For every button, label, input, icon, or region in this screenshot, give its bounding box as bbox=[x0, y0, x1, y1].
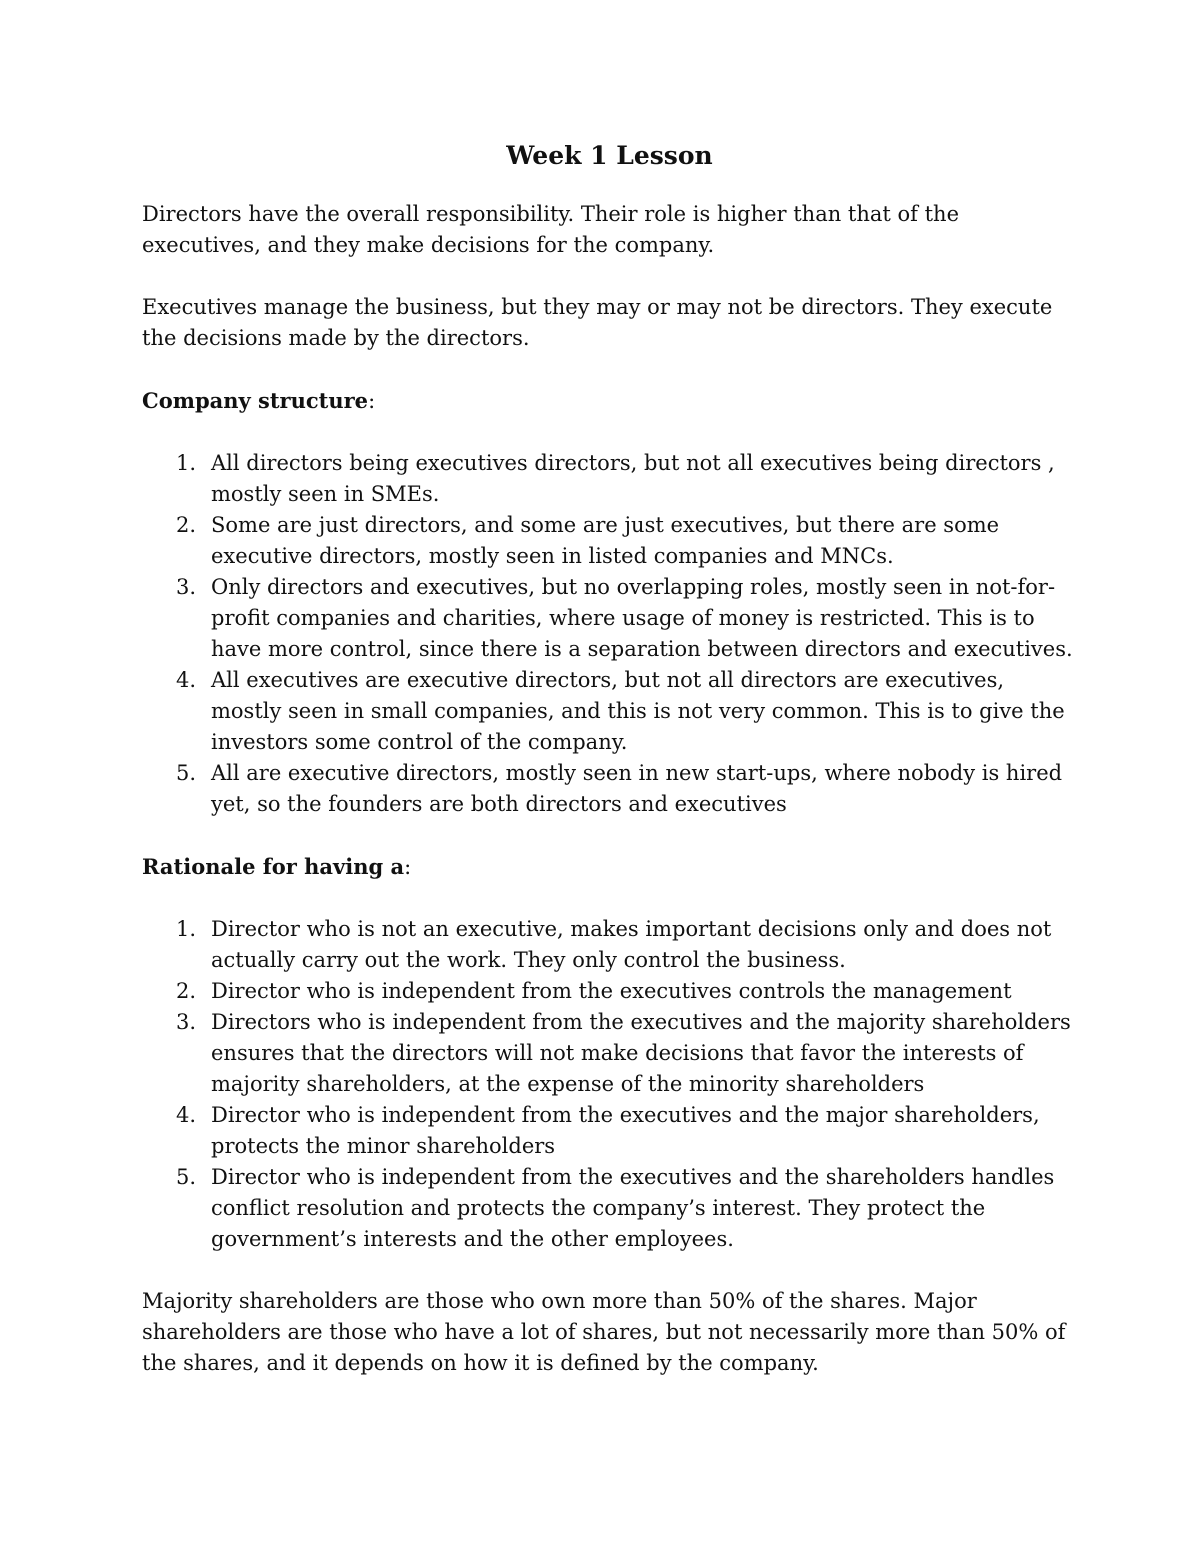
list-item bbox=[142, 1007, 1077, 1100]
list-item-number: 3. bbox=[176, 575, 197, 599]
rationale-heading-colon: : bbox=[404, 855, 412, 879]
list-item bbox=[142, 758, 1077, 820]
list-item-text: Some are just directors, and some are just executives, but there are some executive directors, mostly seen in listed companies and MNCs. bbox=[211, 513, 1000, 568]
document-body bbox=[142, 138, 1077, 1410]
list-item-text: Director who is not an executive, makes important decisions only and does not actually carry out the work. They only control the business. bbox=[211, 917, 1052, 972]
closing-paragraph: Majority shareholders are those who own more than 50% of the shares. Major shareholders are those who have a lot of shares, but not necessarily more than 50% of the shares, and it depends on how it is defined by the company. bbox=[142, 1289, 1066, 1375]
list-item-number: 5. bbox=[176, 761, 197, 785]
list-item bbox=[142, 1162, 1077, 1255]
list-item-text: Director who is independent from the executives controls the management bbox=[211, 979, 1012, 1003]
list-item-number: 2. bbox=[176, 513, 197, 537]
list-item-number: 5. bbox=[176, 1165, 197, 1189]
list-item-number: 4. bbox=[176, 1103, 197, 1127]
rationale-heading bbox=[142, 851, 1077, 883]
company-structure-heading-text: Company structure bbox=[142, 388, 369, 413]
company-structure-list bbox=[142, 448, 1077, 820]
list-item-text: All are executive directors, mostly seen in new start-ups, where nobody is hired yet, so the founders are both directors and executives bbox=[211, 761, 1063, 816]
list-item bbox=[142, 448, 1077, 510]
rationale-heading-text: Rationale for having a bbox=[142, 854, 405, 879]
list-item bbox=[142, 510, 1077, 572]
list-item-text: Only directors and executives, but no overlapping roles, mostly seen in not-for-profit companies and charities, where usage of money is restricted. This is to have more control, since there is a separation between directors and executives. bbox=[211, 575, 1073, 661]
list-item bbox=[142, 914, 1077, 976]
list-item-text: Director who is independent from the executives and the major shareholders, protects the minor shareholders bbox=[211, 1103, 1040, 1158]
list-item-number: 1. bbox=[176, 451, 197, 475]
list-item bbox=[142, 665, 1077, 758]
list-item-text: All directors being executives directors, but not all executives being directors , mostly seen in SMEs. bbox=[211, 451, 1055, 506]
list-item-number: 3. bbox=[176, 1010, 197, 1034]
list-item-text: Directors who is independent from the executives and the majority shareholders ensures that the directors will not make decisions that favor the interests of majority shareholders, at the expense of the minority shareholders bbox=[211, 1010, 1071, 1096]
company-structure-heading bbox=[142, 385, 1077, 417]
list-item-number: 1. bbox=[176, 917, 197, 941]
list-item bbox=[142, 572, 1077, 665]
intro-paragraph-executives: Executives manage the business, but they may or may not be directors. They execute the decisions made by the directors. bbox=[142, 295, 1053, 350]
intro-paragraph-directors: Directors have the overall responsibility. Their role is higher than that of the executives, and they make decisions for the company. bbox=[142, 202, 960, 257]
list-item-number: 4. bbox=[176, 668, 197, 692]
list-item bbox=[142, 1100, 1077, 1162]
page-title: Week 1 Lesson bbox=[506, 141, 713, 170]
company-structure-heading-colon: : bbox=[368, 389, 376, 413]
list-item-text: All executives are executive directors, but not all directors are executives, mostly seen in small companies, and this is not very common. This is to give the investors some control of the company. bbox=[211, 668, 1065, 754]
list-item-number: 2. bbox=[176, 979, 197, 1003]
list-item bbox=[142, 976, 1077, 1007]
rationale-list bbox=[142, 914, 1077, 1255]
list-item-text: Director who is independent from the executives and the shareholders handles conflict resolution and protects the company’s interest. They protect the government’s interests and the other employees. bbox=[211, 1165, 1055, 1251]
